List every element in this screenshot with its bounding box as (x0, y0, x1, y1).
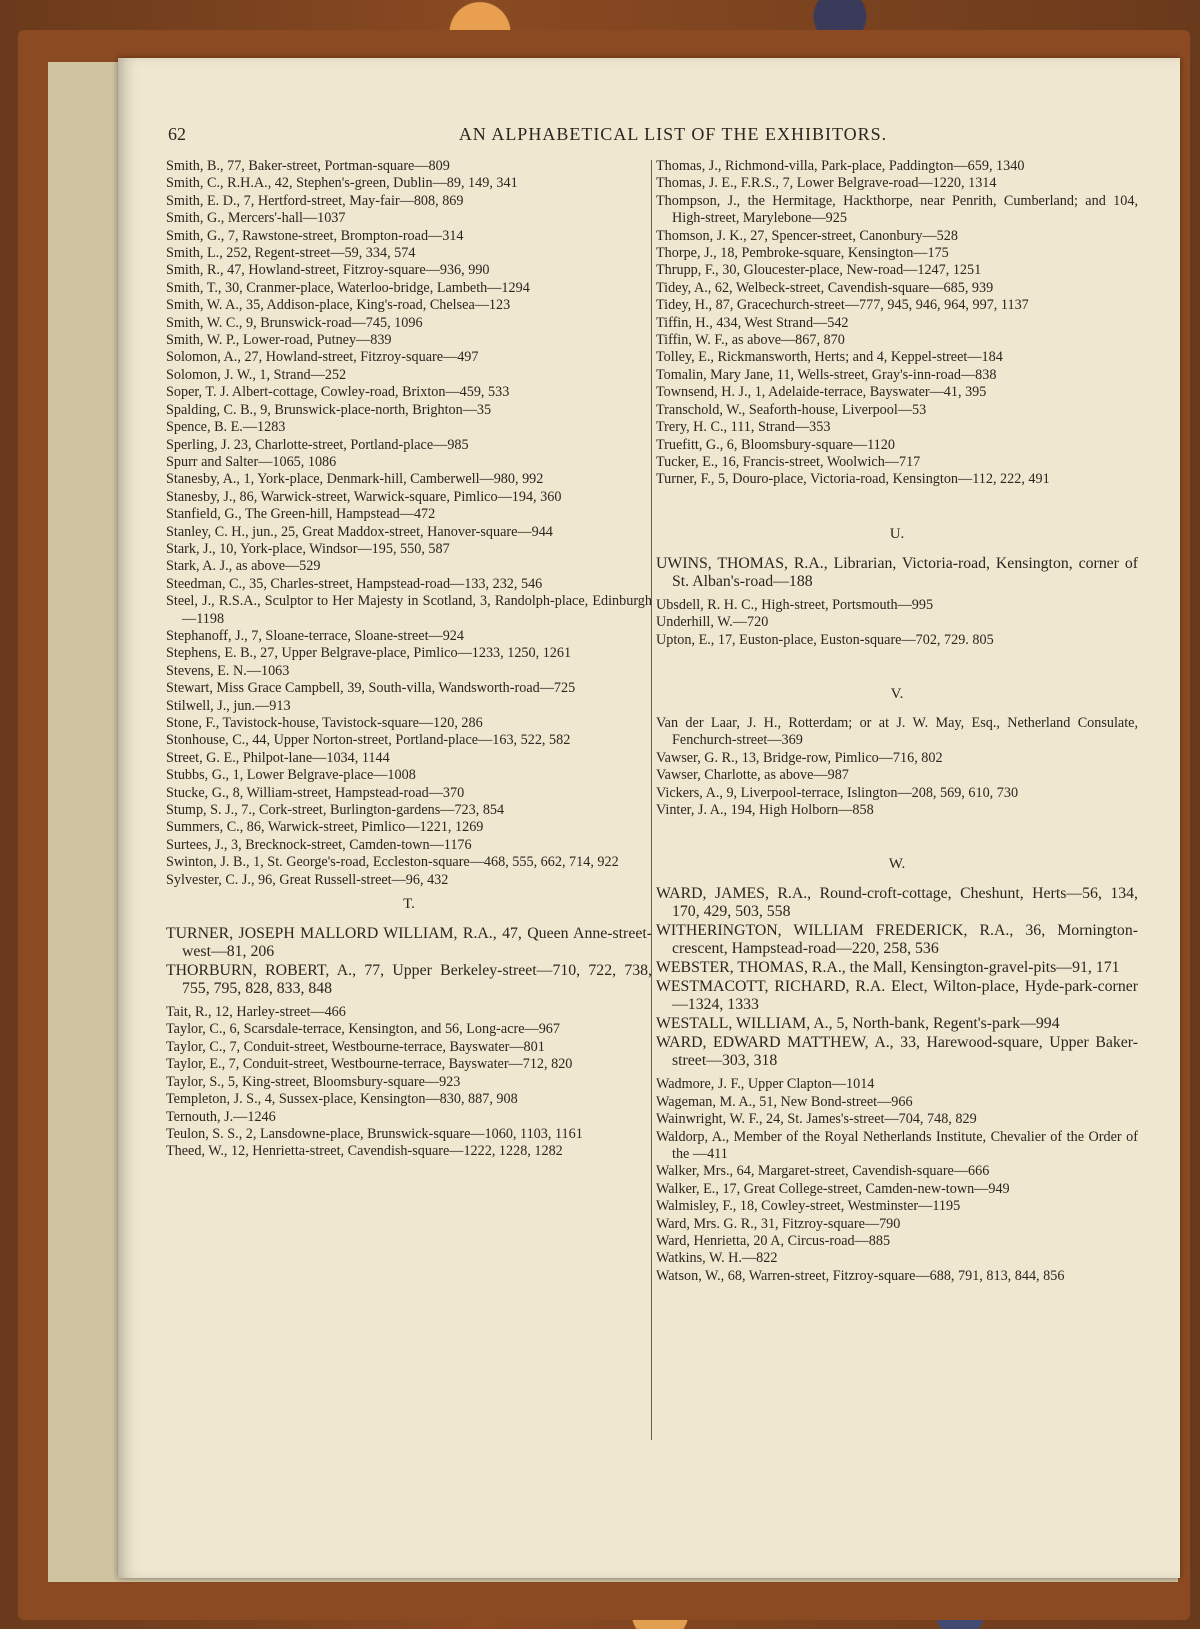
list-item: Stanesby, J., 86, Warwick-street, Warwick-square, Pimlico—194, 360 (166, 488, 562, 505)
list-item: WEBSTER, THOMAS, R.A., the Mall, Kensington-gravel-pits—91, 171 (656, 959, 1120, 977)
running-head-title: AN ALPHABETICAL LIST OF THE EXHIBITORS. (458, 124, 888, 144)
list-item: Tait, R., 12, Harley-street—466 (166, 1004, 346, 1021)
list-item: Truefitt, G., 6, Bloomsbury-square—1120 (656, 436, 895, 453)
list-item: Underhill, W.—720 (656, 614, 769, 631)
list-item: Theed, W., 12, Henrietta-street, Cavendish-square—1222, 1228, 1282 (166, 1143, 563, 1160)
list-item: Thompson, J., the Hermitage, Hackthorpe, near Penrith, Cumberland; and 104, High-street, Marylebone—925 (656, 192, 1138, 227)
list-item: Smith, G., Mercers'-hall—1037 (166, 210, 346, 227)
list-item: Walmisley, F., 18, Cowley-street, Westminster—1195 (656, 1198, 961, 1215)
list-item: Ward, Henrietta, 20 A, Circus-road—885 (656, 1233, 891, 1250)
list-item: Smith, W. C., 9, Brunswick-road—745, 1096 (166, 314, 423, 331)
list-item: Smith, W. A., 35, Addison-place, King's-road, Chelsea—123 (166, 297, 511, 314)
list-item: Smith, T., 30, Cranmer-place, Waterloo-bridge, Lambeth—1294 (166, 279, 530, 296)
list-item: Sylvester, C. J., 96, Great Russell-street—96, 432 (166, 871, 449, 888)
list-item: Smith, L., 252, Regent-street—59, 334, 574 (166, 245, 416, 262)
list-item: Tidey, H., 87, Gracechurch-street—777, 945, 946, 964, 997, 1137 (656, 297, 1029, 314)
list-item: Vawser, Charlotte, as above—987 (656, 767, 849, 784)
list-item: Thomas, J. E., F.R.S., 7, Lower Belgrave-road—1220, 1314 (656, 175, 997, 192)
list-item: Sperling, J. 23, Charlotte-street, Portland-place—985 (166, 436, 469, 453)
list-item: Teulon, S. S., 2, Lansdowne-place, Brunswick-square—1060, 1103, 1161 (166, 1125, 583, 1142)
list-item: Van der Laar, J. H., Rotterdam; or at J. W. May, Esq., Netherland Consulate, Fenchurch-street—369 (656, 714, 1138, 749)
section-heading-t: T. (403, 896, 415, 913)
list-item: Smith, R., 47, Howland-street, Fitzroy-square—936, 990 (166, 262, 490, 279)
list-item: Steel, J., R.S.A., Sculptor to Her Majesty in Scotland, 3, Randolph-place, Edinburgh—1198 (166, 593, 652, 627)
list-item: Surtees, J., 3, Brecknock-street, Camden-town—1176 (166, 836, 472, 853)
list-item: WARD, JAMES, R.A., Round-croft-cottage, Cheshunt, Herts—56, 134, 170, 429, 503, 558 (656, 885, 1138, 921)
list-item: TURNER, JOSEPH MALLORD WILLIAM, R.A., 47, Queen Anne-street-west—81, 206 (166, 925, 652, 961)
section-heading-u: U. (889, 525, 905, 542)
list-item: Watkins, W. H.—822 (656, 1250, 778, 1267)
list-item: Tiffin, H., 434, West Strand—542 (656, 314, 849, 331)
list-item: Tomalin, Mary Jane, 11, Wells-street, Gray's-inn-road—838 (656, 366, 997, 383)
list-item: Stump, S. J., 7., Cork-street, Burlington-gardens—723, 854 (166, 802, 505, 819)
list-item: Summers, C., 86, Warwick-street, Pimlico—1221, 1269 (166, 819, 484, 836)
list-item: Templeton, J. S., 4, Sussex-place, Kensington—830, 887, 908 (166, 1091, 518, 1108)
list-item: Thrupp, F., 30, Gloucester-place, New-road—1247, 1251 (656, 262, 982, 279)
book-page (118, 58, 1180, 1578)
list-item: Taylor, E., 7, Conduit-street, Westbourne-terrace, Bayswater—712, 820 (166, 1056, 573, 1073)
list-item: Spurr and Salter—1065, 1086 (166, 453, 337, 470)
list-item: WITHERINGTON, WILLIAM FREDERICK, R.A., 36, Mornington-crescent, Hampstead-road—220, 258, 536 (656, 922, 1138, 958)
list-item: Trery, H. C., 111, Strand—353 (656, 419, 831, 436)
list-item: Spalding, C. B., 9, Brunswick-place-north, Brighton—35 (166, 401, 492, 418)
list-item: Stevens, E. N.—1063 (166, 662, 290, 679)
list-item: Vawser, G. R., 13, Bridge-row, Pimlico—716, 802 (656, 749, 943, 766)
list-item: THORBURN, ROBERT, A., 77, Upper Berkeley-street—710, 722, 738, 755, 795, 828, 833, 848 (166, 962, 652, 998)
list-item: Stephens, E. B., 27, Upper Belgrave-place, Pimlico—1233, 1250, 1261 (166, 645, 572, 662)
list-item: Taylor, C., 7, Conduit-street, Westbourne-terrace, Bayswater—801 (166, 1038, 545, 1055)
list-item: Ternouth, J.—1246 (166, 1108, 276, 1125)
list-item: Stephanoff, J., 7, Sloane-terrace, Sloane-street—924 (166, 627, 464, 644)
list-item: Smith, B., 77, Baker-street, Portman-square—809 (166, 158, 450, 174)
list-item: Tucker, E., 16, Francis-street, Woolwich—717 (656, 453, 921, 470)
list-item: Tolley, E., Rickmansworth, Herts; and 4, Keppel-street—184 (656, 349, 1003, 366)
list-item: Transchold, W., Seaforth-house, Liverpool—53 (656, 401, 927, 418)
list-item: Stewart, Miss Grace Campbell, 39, South-villa, Wandsworth-road—725 (166, 680, 576, 697)
list-item: Smith, W. P., Lower-road, Putney—839 (166, 332, 392, 349)
list-item: Vickers, A., 9, Liverpool-terrace, Islington—208, 569, 610, 730 (656, 784, 1019, 801)
list-item: Stubbs, G., 1, Lower Belgrave-place—1008 (166, 767, 416, 784)
list-item: Swinton, J. B., 1, St. George's-road, Eccleston-square—468, 555, 662, 714, 922 (166, 854, 619, 871)
list-item: Stucke, G., 8, William-street, Hampstead-road—370 (166, 784, 465, 801)
list-item: Stone, F., Tavistock-house, Tavistock-square—120, 286 (166, 715, 483, 731)
list-item: Stanesby, A., 1, York-place, Denmark-hill, Camberwell—980, 992 (166, 471, 544, 488)
list-item: Smith, E. D., 7, Hertford-street, May-fair—808, 869 (166, 192, 464, 209)
list-item: Tiffin, W. F., as above—867, 870 (656, 332, 845, 349)
list-item: Thomson, J. K., 27, Spencer-street, Canonbury—528 (656, 227, 958, 244)
list-item: Street, G. E., Philpot-lane—1034, 1144 (166, 749, 390, 766)
list-item: Smith, G., 7, Rawstone-street, Brompton-road—314 (166, 227, 464, 244)
list-item: Solomon, A., 27, Howland-street, Fitzroy-square—497 (166, 349, 479, 366)
list-item: Taylor, S., 5, King-street, Bloomsbury-square—923 (166, 1073, 461, 1090)
list-item: Stanfield, G., The Green-hill, Hampstead—472 (166, 506, 436, 523)
list-item: Smith, C., R.H.A., 42, Stephen's-green, Dublin—89, 149, 341 (166, 175, 518, 192)
list-item: Tidey, A., 62, Welbeck-street, Cavendish-square—685, 939 (656, 279, 994, 296)
list-item: Soper, T. J. Albert-cottage, Cowley-road, Brixton—459, 533 (166, 384, 510, 401)
list-item: Stanley, C. H., jun., 25, Great Maddox-street, Hanover-square—944 (166, 523, 553, 540)
list-item: Upton, E., 17, Euston-place, Euston-square—702, 729. 805 (656, 631, 994, 648)
list-item: Walker, Mrs., 64, Margaret-street, Cavendish-square—666 (656, 1163, 990, 1180)
section-heading-v: V. (890, 685, 904, 702)
list-item: Spence, B. E.—1283 (166, 419, 286, 436)
list-item: Stark, J., 10, York-place, Windsor—195, 550, 587 (166, 540, 450, 557)
list-item: Waldorp, A., Member of the Royal Netherlands Institute, Chevalier of the Order of the —411 (656, 1128, 1138, 1162)
list-item: Townsend, H. J., 1, Adelaide-terrace, Bayswater—41, 395 (656, 384, 987, 401)
list-item: UWINS, THOMAS, R.A., Librarian, Victoria-road, Kensington, corner of St. Alban's-road—188 (656, 554, 1138, 590)
section-heading-w: W. (888, 856, 906, 873)
list-item: Wadmore, J. F., Upper Clapton—1014 (656, 1076, 875, 1093)
list-item: Turner, F., 5, Douro-place, Victoria-road, Kensington—112, 222, 491 (656, 471, 1050, 488)
left-column (166, 158, 652, 1161)
list-item: WESTMACOTT, RICHARD, R.A. Elect, Wilton-place, Hyde-park-corner—1324, 1333 (656, 978, 1138, 1014)
list-item: Wageman, M. A., 51, New Bond-street—966 (656, 1093, 913, 1110)
list-item: Stonhouse, C., 44, Upper Norton-street, Portland-place—163, 522, 582 (166, 732, 571, 749)
list-item: Taylor, C., 6, Scarsdale-terrace, Kensington, and 56, Long-acre—967 (166, 1021, 560, 1038)
right-column (656, 158, 1138, 1285)
list-item: Walker, E., 17, Great College-street, Camden-new-town—949 (656, 1180, 1010, 1197)
page-header (168, 124, 1178, 150)
list-item: Ward, Mrs. G. R., 31, Fitzroy-square—790 (656, 1215, 901, 1232)
list-item: Steedman, C., 35, Charles-street, Hampstead-road—133, 232, 546 (166, 575, 543, 592)
list-item: Watson, W., 68, Warren-street, Fitzroy-square—688, 791, 813, 844, 856 (656, 1267, 1065, 1284)
list-item: Stark, A. J., as above—529 (166, 558, 321, 575)
list-item: Thorpe, J., 18, Pembroke-square, Kensington—175 (656, 245, 949, 262)
list-item: WARD, EDWARD MATTHEW, A., 33, Harewood-square, Upper Baker-street—303, 318 (656, 1034, 1138, 1070)
list-item: Thomas, J., Richmond-villa, Park-place, Paddington—659, 1340 (656, 158, 1025, 174)
list-item: WESTALL, WILLIAM, A., 5, North-bank, Regent's-park—994 (656, 1015, 1060, 1033)
list-item: Ubsdell, R. H. C., High-street, Portsmouth—995 (656, 596, 934, 613)
list-item: Stilwell, J., jun.—913 (166, 697, 291, 714)
list-item: Solomon, J. W., 1, Strand—252 (166, 366, 347, 383)
list-item: Vinter, J. A., 194, High Holborn—858 (656, 801, 874, 818)
list-item: Wainwright, W. F., 24, St. James's-street—704, 748, 829 (656, 1111, 977, 1128)
page-number: 62 (168, 124, 186, 144)
